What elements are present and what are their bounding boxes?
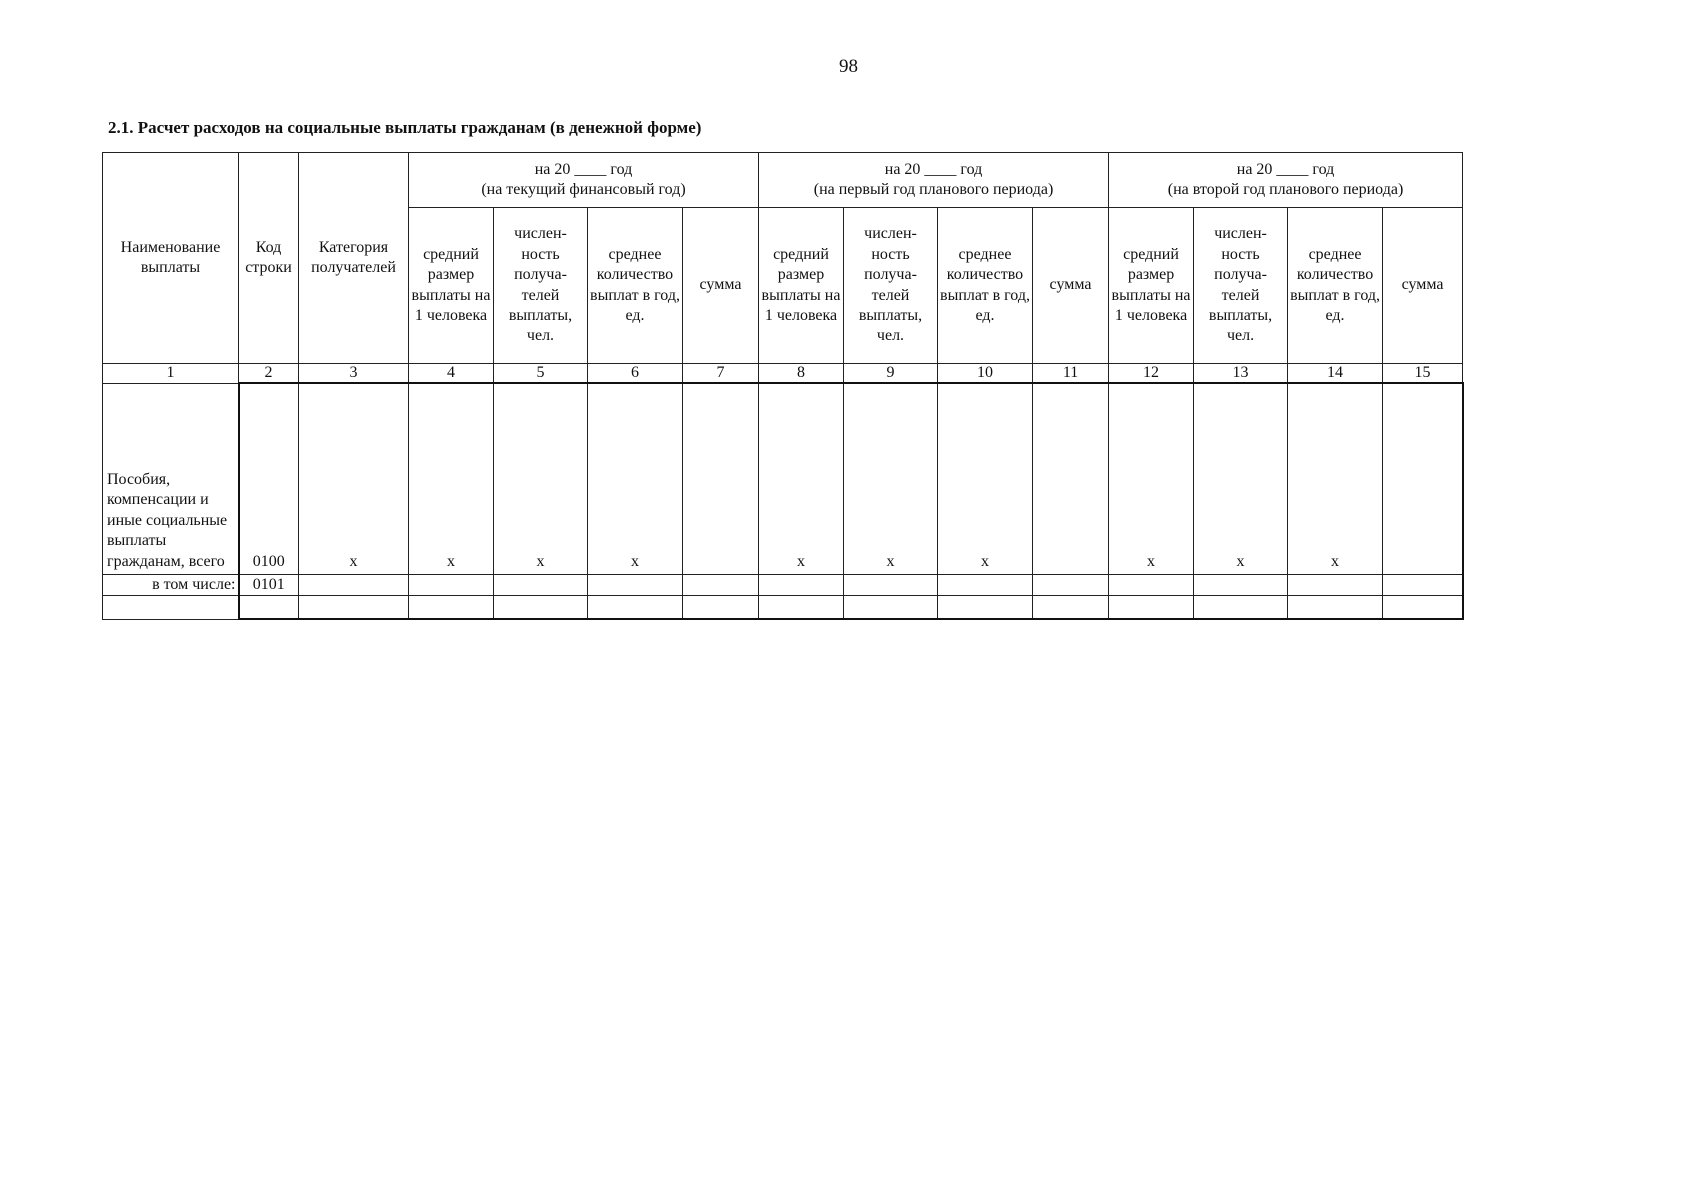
table-cell: [409, 575, 494, 596]
row-name: Пособия, компенсации и иные социальные выплаты гражданам, всего: [103, 383, 239, 575]
column-number: 14: [1288, 364, 1383, 384]
table-cell: [844, 575, 938, 596]
column-number: 15: [1383, 364, 1463, 384]
period-year: на 20 ____ год: [534, 161, 633, 178]
header-avg-count: среднее количество выплат в год, ед.: [1288, 208, 1383, 364]
column-number: 13: [1194, 364, 1288, 384]
table-cell: [844, 596, 938, 620]
table-row: [103, 575, 1463, 596]
header-avg-size: средний размер выплаты на 1 человека: [759, 208, 844, 364]
table-cell: [1383, 575, 1463, 596]
row-name: в том числе:: [103, 575, 239, 596]
column-number: 2: [239, 364, 299, 384]
header-period-first: [759, 153, 1109, 208]
table-cell: [1383, 383, 1463, 575]
table-cell: [1109, 575, 1194, 596]
column-number: 1: [103, 364, 239, 384]
table-cell: [683, 596, 759, 620]
table-cell: x: [409, 383, 494, 575]
header-avg-count: среднее количество выплат в год, ед.: [588, 208, 683, 364]
header-name: Наименование выплаты: [103, 153, 239, 364]
table-cell: [683, 575, 759, 596]
table-cell: [1194, 575, 1288, 596]
column-number: 12: [1109, 364, 1194, 384]
period-year: на 20 ____ год: [1236, 161, 1335, 178]
table-cell: [1288, 596, 1383, 620]
period-label: (на первый год планового периода): [813, 181, 1054, 198]
table-cell: [299, 575, 409, 596]
table-cell: x: [588, 383, 683, 575]
header-code: Код строки: [239, 153, 299, 364]
table-cell: [494, 575, 588, 596]
table-cell: [1194, 596, 1288, 620]
header-sum: сумма: [683, 208, 759, 364]
header-category: Категория получателей: [299, 153, 409, 364]
table-cell: [759, 596, 844, 620]
table-cell: [938, 575, 1033, 596]
column-number-row: [103, 364, 1463, 384]
column-number: 5: [494, 364, 588, 384]
header-avg-count: среднее количество выплат в год, ед.: [938, 208, 1033, 364]
table-cell: [683, 383, 759, 575]
column-number: 8: [759, 364, 844, 384]
period-year: на 20 ____ год: [884, 161, 983, 178]
table-row: [103, 383, 1463, 575]
table-cell: x: [759, 383, 844, 575]
table-cell: [1109, 596, 1194, 620]
column-number: 3: [299, 364, 409, 384]
header-avg-size: средний размер выплаты на 1 человека: [409, 208, 494, 364]
section-title: 2.1. Расчет расходов на социальные выплаты гражданам (в денежной форме): [108, 118, 702, 137]
table-cell: [588, 575, 683, 596]
header-sum: сумма: [1383, 208, 1463, 364]
column-number: 7: [683, 364, 759, 384]
table-cell: [1033, 596, 1109, 620]
page-number: 98: [839, 56, 858, 77]
period-label: (на текущий финансовый год): [481, 181, 686, 198]
column-number: 11: [1033, 364, 1109, 384]
table-cell: x: [1288, 383, 1383, 575]
column-number: 10: [938, 364, 1033, 384]
column-number: 4: [409, 364, 494, 384]
header-avg-size: средний размер выплаты на 1 человека: [1109, 208, 1194, 364]
row-name: [103, 596, 239, 620]
social-payments-table: [102, 152, 1464, 620]
column-number: 9: [844, 364, 938, 384]
header-period-current: [409, 153, 759, 208]
table-cell: [1288, 575, 1383, 596]
table-cell: x: [938, 383, 1033, 575]
table-cell: [409, 596, 494, 620]
column-number: 6: [588, 364, 683, 384]
table-cell: x: [1109, 383, 1194, 575]
header-recipients: числен- ность получа- телей выплаты, чел.: [1194, 208, 1288, 364]
table-cell: [588, 596, 683, 620]
table-cell: x: [494, 383, 588, 575]
table-cell: x: [844, 383, 938, 575]
table-cell: [759, 575, 844, 596]
table-cell: [1033, 575, 1109, 596]
row-code: 0100: [239, 383, 299, 575]
header-recipients: числен- ность получа- телей выплаты, чел.: [844, 208, 938, 364]
header-period-second: [1109, 153, 1463, 208]
table-cell: [938, 596, 1033, 620]
table-cell: [1033, 383, 1109, 575]
table-cell: [494, 596, 588, 620]
table-row: [103, 596, 1463, 620]
table-cell: [299, 596, 409, 620]
period-label: (на второй год планового периода): [1167, 181, 1404, 198]
header-recipients: числен- ность получа- телей выплаты, чел.: [494, 208, 588, 364]
table-cell: x: [299, 383, 409, 575]
row-code: [239, 596, 299, 620]
table-cell: x: [1194, 383, 1288, 575]
header-sum: сумма: [1033, 208, 1109, 364]
row-code: 0101: [239, 575, 299, 596]
table-cell: [1383, 596, 1463, 620]
